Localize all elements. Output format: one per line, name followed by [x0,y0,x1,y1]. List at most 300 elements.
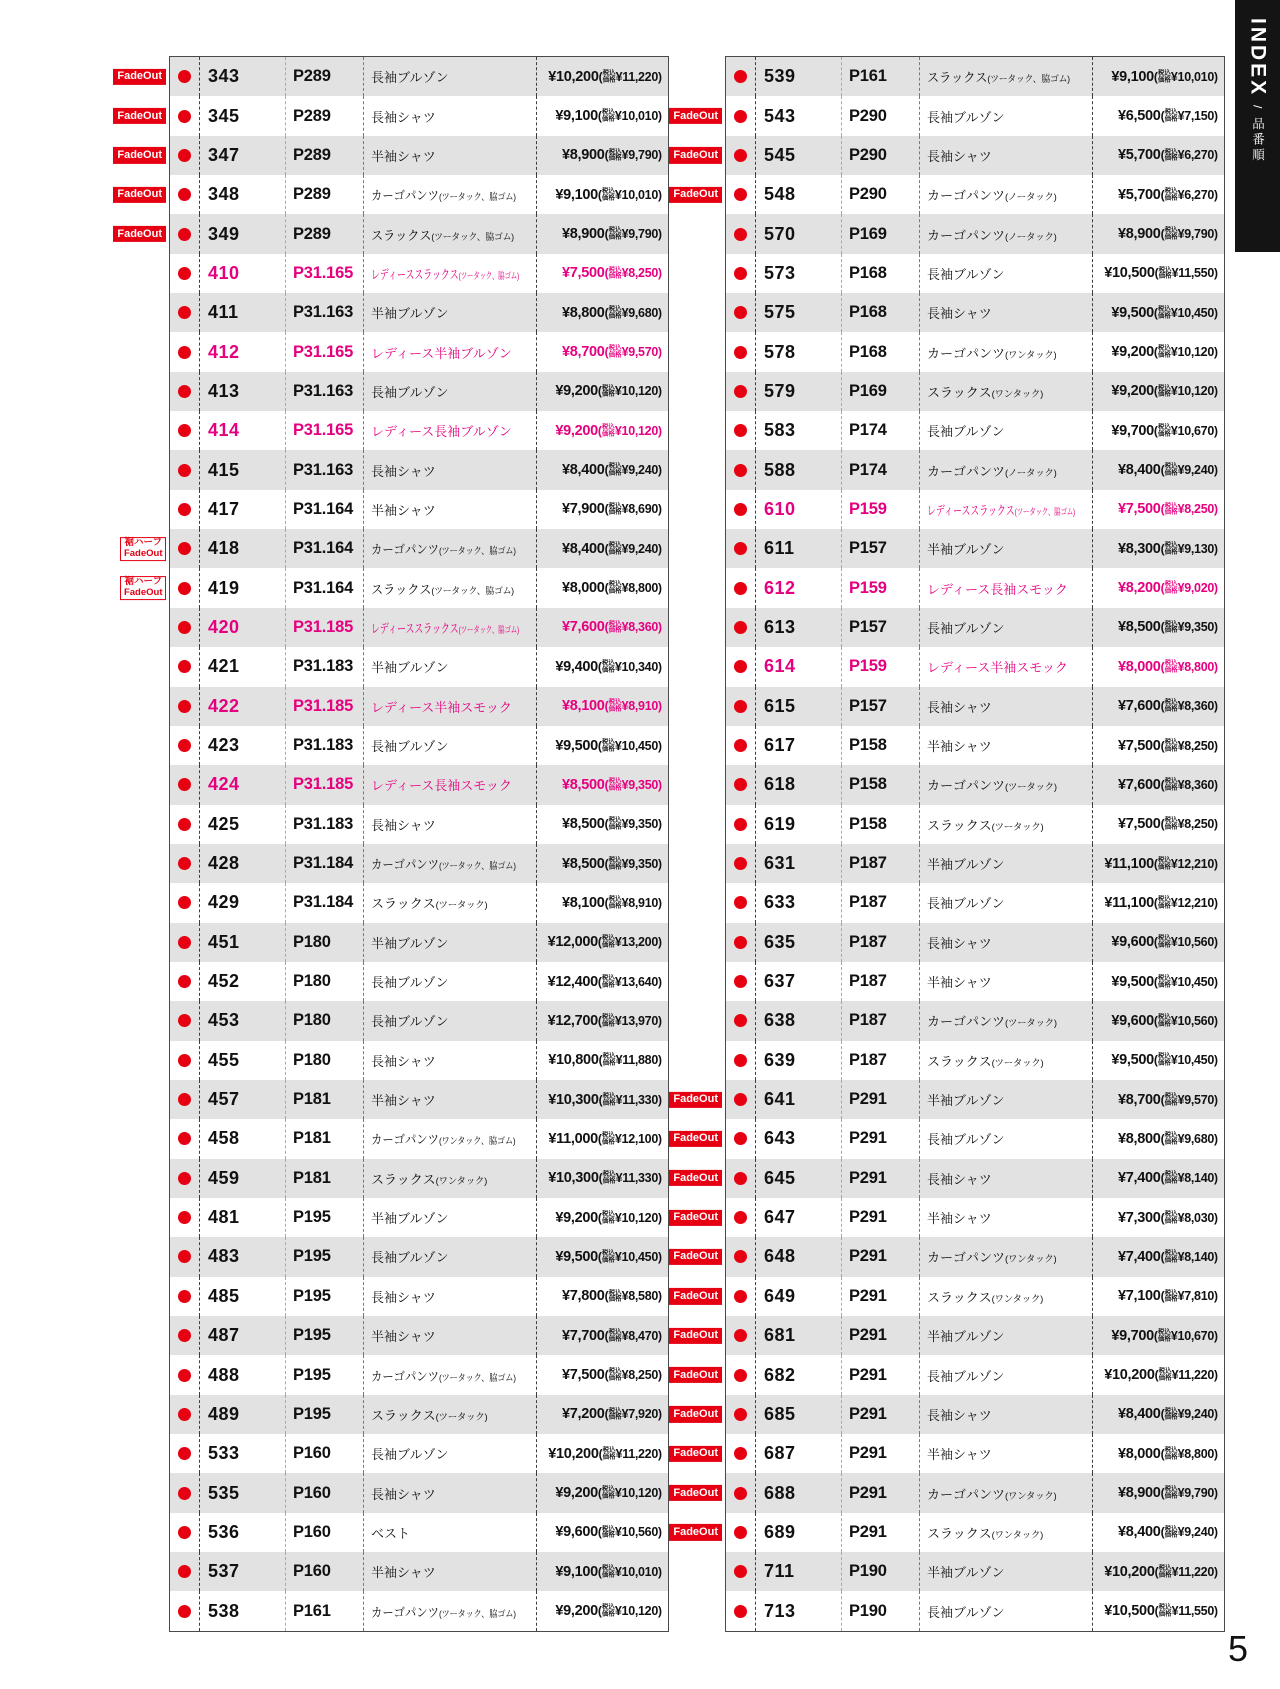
item-name-note: (ツータック、脇ゴム) [458,270,520,282]
table-row [117,96,668,135]
tax-label-line2: 価格 [1164,745,1178,753]
tax-included-label [602,1015,615,1029]
red-dot-icon [734,621,747,634]
price-cell [536,1473,668,1512]
item-name-cell [363,1395,536,1434]
tax-label-line1: 税込 [608,305,622,313]
tax-included-label [603,1172,616,1186]
price-tax-included: ¥11,220 [1171,1564,1214,1579]
price-paren-close: ) [658,187,662,202]
item-name: 半袖ブルゾン [371,660,449,676]
item-name: カーゴパンツ [927,1486,1006,1502]
tax-label-line2: 価格 [602,1099,616,1107]
hem-tag-line1: 裾ハーフ [124,576,162,588]
item-name-cell [363,844,536,883]
table-row [170,450,668,489]
price-base: ¥12,400 [547,973,598,990]
tax-label-line1: 税込 [1164,1407,1178,1415]
tax-label-line2: 価格 [1164,1099,1178,1107]
price-paren-close: ) [1214,1092,1218,1107]
index-label: INDEX [1246,18,1270,98]
tax-included-label [602,1251,615,1265]
dot-cell [726,923,755,962]
dot-cell [726,529,755,568]
tax-label-line2: 価格 [601,390,615,398]
item-name-cell [919,293,1092,332]
item-name: 長袖ブルゾン [371,1447,449,1463]
table-row [726,529,1224,568]
table-row [726,1001,1224,1040]
item-name-cell [919,1277,1092,1316]
page-ref: P157 [841,687,919,726]
item-number: 613 [755,608,841,647]
red-dot-icon [734,857,747,870]
red-dot-icon [178,1408,191,1421]
tax-label-line1: 税込 [1158,1564,1172,1572]
tax-included-label [1165,739,1178,753]
price-cell [1092,765,1224,804]
tax-included-label [1158,424,1171,438]
item-number: 713 [755,1591,841,1630]
price-paren-open: ( [1160,1525,1165,1540]
price-cell [1092,1001,1224,1040]
price-paren-close: ) [658,1368,662,1383]
fadeout-tag: FadeOut [113,226,166,242]
item-name: 長袖シャツ [927,148,992,164]
price-cell [1092,1159,1224,1198]
price-paren-close: ) [1214,1131,1218,1146]
price-paren-close: ) [1214,148,1218,163]
price-paren-close: ) [658,69,662,84]
price-cell [536,175,668,214]
dot-cell [726,372,755,411]
item-number: 418 [199,529,285,568]
price-base: ¥8,400 [562,462,605,479]
fadeout-tag: FadeOut [669,1485,722,1501]
price-tax-included: ¥11,330 [615,1171,658,1186]
table-row [726,411,1224,450]
tax-label-line1: 税込 [1164,620,1178,628]
tax-included-label [1165,582,1178,596]
dot-cell [170,1395,199,1434]
table-row [673,136,1224,175]
item-name: 長袖ブルゾン [371,1014,449,1030]
dot-cell [170,1001,199,1040]
price-paren-open: ( [1153,935,1158,950]
tax-label-line1: 税込 [1164,1170,1178,1178]
item-number: 348 [199,175,285,214]
tax-included-label [609,1290,622,1304]
item-name-cell [363,883,536,922]
item-name-cell [363,490,536,529]
tax-included-label [1158,346,1171,360]
item-name-cell [919,214,1092,253]
item-number: 422 [199,687,285,726]
dot-cell [726,805,755,844]
table-row [170,1159,668,1198]
item-number: 415 [199,450,285,489]
tax-label-line2: 価格 [608,351,622,359]
price-paren-open: ( [597,935,602,950]
red-dot-icon [178,857,191,870]
dot-cell [170,1198,199,1237]
red-dot-icon [178,267,191,280]
price-cell [1092,1473,1224,1512]
price-paren-open: ( [1160,1092,1165,1107]
red-dot-icon [734,1132,747,1145]
dot-cell [726,1552,755,1591]
price-base: ¥8,000 [1118,658,1161,675]
tax-included-label [602,1487,615,1501]
item-number: 481 [199,1198,285,1237]
price-paren-open: ( [597,1604,602,1619]
price-base: ¥8,900 [562,147,605,164]
item-name-note: (ツータック、脇ゴム) [987,74,1070,86]
price-paren-close: ) [1214,1210,1218,1225]
tax-included-label [1165,110,1178,124]
table-row [726,1552,1224,1591]
price-cell [536,844,668,883]
item-name: スラックス [927,1053,992,1069]
price-paren-close: ) [1214,463,1218,478]
price-base: ¥5,700 [1118,186,1161,203]
fadeout-tag: FadeOut [113,69,166,85]
price-paren-close: ) [1214,699,1218,714]
table-row [170,883,668,922]
tax-label-line2: 価格 [1164,154,1178,162]
price-paren-open: ( [597,1525,602,1540]
item-name-cell [919,1395,1092,1434]
index-sidebar-tab [1235,0,1280,252]
table-row [170,1395,668,1434]
price-tax-included: ¥9,790 [1177,227,1214,242]
item-name-cell [919,805,1092,844]
price-tax-included: ¥6,270 [1177,187,1214,202]
red-dot-icon [734,385,747,398]
price-base: ¥8,000 [1118,1445,1161,1462]
tax-included-label [1165,149,1178,163]
tax-label-line2: 価格 [1164,233,1178,241]
price-paren-open: ( [604,463,609,478]
tax-included-label [1165,188,1178,202]
table-row [170,923,668,962]
item-number: 452 [199,962,285,1001]
red-dot-icon [178,149,191,162]
price-paren-close: ) [658,266,662,281]
red-dot-icon [178,346,191,359]
red-dot-icon [734,1014,747,1027]
price-tax-included: ¥10,120 [614,1486,658,1501]
item-name: レディーススラックス [927,502,1015,518]
page-ref: P159 [841,568,919,607]
red-dot-icon [734,1329,747,1342]
red-dot-icon [178,503,191,516]
price-base: ¥7,400 [1118,1248,1161,1265]
dot-cell [170,883,199,922]
tax-included-label [1158,936,1171,950]
item-name: 長袖ブルゾン [371,1250,449,1266]
dot-cell [170,1237,199,1276]
price-cell [1092,1513,1224,1552]
price-base: ¥8,100 [562,894,605,911]
dot-cell [170,647,199,686]
price-cell [1092,57,1224,96]
item-number: 578 [755,332,841,371]
page-ref: P289 [285,214,363,253]
tax-label-line2: 価格 [1157,1020,1171,1028]
item-number: 611 [755,529,841,568]
fadeout-tag: FadeOut [669,1524,722,1540]
price-cell [536,332,668,371]
table-row [170,1434,668,1473]
tax-included-label [609,857,622,871]
price-paren-open: ( [597,384,602,399]
price-paren-open: ( [1153,1053,1158,1068]
tax-included-label [1158,306,1171,320]
price-paren-open: ( [1153,1328,1158,1343]
page-ref: P291 [841,1355,919,1394]
item-number: 412 [199,332,285,371]
page-ref: P289 [285,57,363,96]
red-dot-icon [734,975,747,988]
table-row [117,57,668,96]
page-ref: P158 [841,805,919,844]
item-number: 648 [755,1237,841,1276]
tax-included-label [609,1408,622,1422]
tax-label-line2: 価格 [1164,1256,1178,1264]
price-paren-open: ( [597,1249,602,1264]
price-paren-open: ( [1160,659,1165,674]
price-paren-open: ( [597,1131,602,1146]
red-dot-icon [734,1054,747,1067]
tax-label-line1: 税込 [602,1170,616,1178]
price-tax-included: ¥9,570 [1177,1092,1214,1107]
price-tax-included: ¥11,220 [615,1446,658,1461]
tax-label-line1: 税込 [601,1485,615,1493]
tax-label-line2: 価格 [608,508,622,516]
red-dot-icon [734,700,747,713]
tax-included-label [1165,1526,1178,1540]
red-dot-icon [178,1093,191,1106]
table-row [673,1277,1224,1316]
price-tax-included: ¥11,550 [1171,266,1214,281]
price-paren-open: ( [1160,738,1165,753]
tax-label-line1: 税込 [602,1092,616,1100]
dot-cell [170,254,199,293]
price-tax-included: ¥9,680 [1177,1131,1214,1146]
tax-label-line2: 価格 [1158,1610,1172,1618]
item-name: 長袖シャツ [927,935,992,951]
page-ref: P168 [841,254,919,293]
price-tax-included: ¥10,120 [614,423,658,438]
item-number: 639 [755,1041,841,1080]
table-row [726,1591,1224,1630]
item-name-note: (ツータック、脇ゴム) [431,585,514,597]
dot-cell [170,568,199,607]
item-name-cell [363,687,536,726]
dot-cell [726,765,755,804]
tax-label-line2: 価格 [608,548,622,556]
tax-label-line2: 価格 [1164,1413,1178,1421]
page-ref: P161 [285,1591,363,1630]
item-name: 長袖ブルゾン [927,109,1005,125]
red-dot-icon [734,1408,747,1421]
item-name-cell [919,1513,1092,1552]
tax-label-line2: 価格 [602,1453,616,1461]
price-cell [536,254,668,293]
item-name-cell [919,1159,1092,1198]
page-ref: P168 [841,293,919,332]
item-name-note: (ツータック、脇ゴム) [458,624,520,636]
page-ref: P291 [841,1395,919,1434]
item-number: 618 [755,765,841,804]
dot-cell [170,1316,199,1355]
price-base: ¥8,900 [562,226,605,243]
tax-included-label [602,1605,615,1619]
red-dot-icon [734,1211,747,1224]
page-ref: P160 [285,1434,363,1473]
dot-cell [726,450,755,489]
item-number: 538 [199,1591,285,1630]
table-row [673,175,1224,214]
table-row [123,568,668,607]
dot-cell [726,254,755,293]
item-name: レディース半袖ブルゾン [371,345,512,361]
red-dot-icon [178,1211,191,1224]
tax-label-line2: 価格 [601,745,615,753]
price-base: ¥9,100 [1111,68,1154,85]
price-base: ¥9,500 [1111,1052,1154,1069]
page-ref: P195 [285,1355,363,1394]
item-name: 長袖シャツ [371,1053,436,1069]
tax-included-label [603,1054,616,1068]
page-ref: P180 [285,923,363,962]
hem-tag-line1: 裾ハーフ [124,536,162,548]
price-tax-included: ¥9,240 [1177,1407,1214,1422]
tax-label-line2: 価格 [1157,430,1171,438]
price-paren-open: ( [598,1446,603,1461]
tax-included-label [609,700,622,714]
fadeout-tag: FadeOut [669,1210,722,1226]
price-cell [536,962,668,1001]
tax-label-line2: 価格 [601,1492,615,1500]
table-row [170,1080,668,1119]
item-name: ベスト [371,1525,411,1541]
price-paren-open: ( [1154,1564,1159,1579]
red-dot-icon [178,582,191,595]
item-name: カーゴパンツ [371,1368,439,1384]
table-row [170,805,668,844]
price-base: ¥11,100 [1104,894,1154,911]
table-row [726,726,1224,765]
item-name-note: (ワンタック) [1005,1254,1057,1266]
red-dot-icon [178,975,191,988]
price-cell [1092,923,1224,962]
price-tax-included: ¥9,790 [1177,1486,1214,1501]
price-base: ¥8,500 [562,855,605,872]
price-paren-close: ) [1214,109,1218,124]
red-dot-icon [178,1447,191,1460]
page-ref: P180 [285,1001,363,1040]
price-paren-close: ) [1214,1407,1218,1422]
price-cell [1092,175,1224,214]
tax-label-line1: 税込 [1164,1249,1178,1257]
item-name: 長袖ブルゾン [927,1604,1005,1620]
item-number: 539 [755,57,841,96]
tax-label-line2: 価格 [608,784,622,792]
item-name-cell [919,1591,1092,1630]
price-paren-open: ( [1160,817,1165,832]
page-ref: P31.184 [285,844,363,883]
price-cell [1092,1316,1224,1355]
price-paren-close: ) [658,620,662,635]
table-row [673,1119,1224,1158]
item-name-cell [919,568,1092,607]
tax-included-label [1158,975,1171,989]
item-name-cell [363,608,536,647]
price-paren-close: ) [1214,1486,1218,1501]
dot-cell [170,1119,199,1158]
price-tax-included: ¥12,100 [614,1131,658,1146]
item-number: 429 [199,883,285,922]
price-cell [1092,214,1224,253]
item-name-cell [919,1080,1092,1119]
tax-included-label [609,582,622,596]
tax-label-line1: 税込 [601,187,615,195]
price-cell [536,805,668,844]
item-name-cell [919,372,1092,411]
item-number: 423 [199,726,285,765]
red-dot-icon [178,385,191,398]
tax-label-line1: 税込 [1164,187,1178,195]
page-ref: P180 [285,962,363,1001]
price-paren-close: ) [1214,1171,1218,1186]
tax-label-line1: 税込 [1157,1052,1171,1060]
price-paren-close: ) [1214,541,1218,556]
dot-cell [170,57,199,96]
item-number: 533 [199,1434,285,1473]
price-paren-close: ) [658,699,662,714]
price-tax-included: ¥10,120 [1170,345,1214,360]
price-cell [1092,1237,1224,1276]
price-paren-close: ) [1214,738,1218,753]
price-base: ¥7,400 [1118,1170,1161,1187]
item-number: 489 [199,1395,285,1434]
red-dot-icon [734,1172,747,1185]
page-ref: P291 [841,1513,919,1552]
item-number: 647 [755,1198,841,1237]
table-row [170,411,668,450]
tax-included-label [1159,1565,1172,1579]
item-name-cell [363,411,536,450]
page-ref: P195 [285,1198,363,1237]
tax-label-line1: 税込 [608,462,622,470]
price-paren-open: ( [1160,699,1165,714]
item-number: 573 [755,254,841,293]
price-base: ¥9,100 [555,186,598,203]
price-cell [1092,1434,1224,1473]
page-ref: P31.165 [285,254,363,293]
red-dot-icon [178,70,191,83]
dot-cell [170,293,199,332]
tax-included-label [1165,1290,1178,1304]
tax-label-line1: 税込 [1164,1525,1178,1533]
tax-label-line1: 税込 [1164,659,1178,667]
item-name: 半袖ブルゾン [371,306,449,322]
item-name-cell [919,608,1092,647]
table-row [170,1001,668,1040]
table-row [673,1355,1224,1394]
